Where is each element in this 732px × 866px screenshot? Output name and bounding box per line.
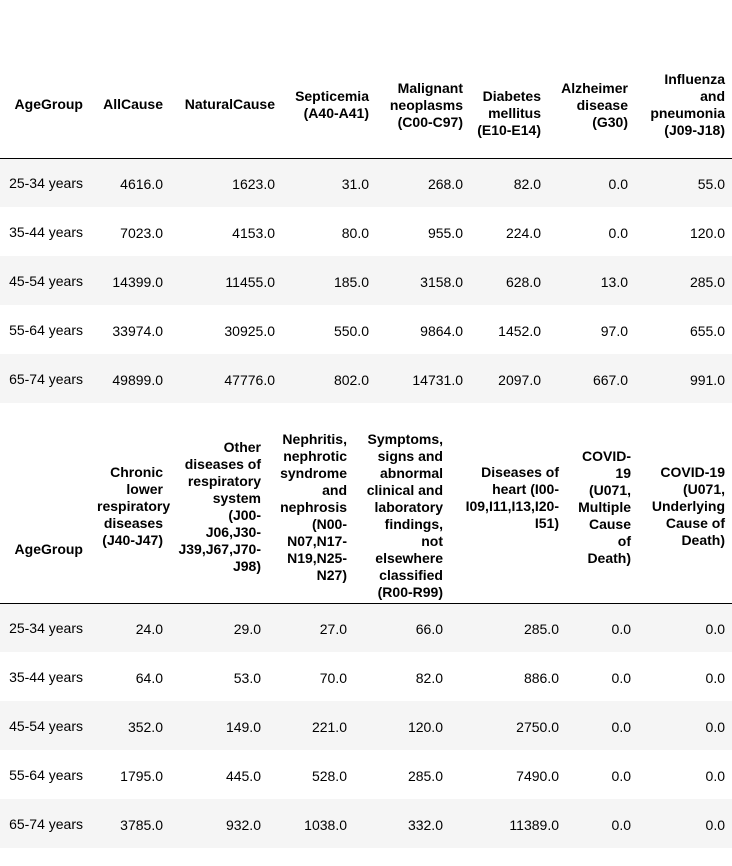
table-cell: 14399.0 [112,273,163,290]
table-cell: 82.0 [513,175,541,192]
table-cell: 82.0 [415,669,443,686]
table-cell: 352.0 [127,718,163,735]
table-cell: 30925.0 [224,322,275,339]
table-cell: 0.0 [611,718,631,735]
row-label: 35-44 years [9,668,83,685]
table-cell: 4153.0 [232,224,275,241]
table-row [0,799,732,848]
column-header: Influenza and pneumonia (J09-J18) [650,70,725,138]
table-cell: 0.0 [608,175,628,192]
table-cell: 802.0 [333,371,369,388]
table-cell: 7023.0 [120,224,163,241]
table-cell: 3158.0 [420,273,463,290]
row-label: 45-54 years [9,717,83,734]
row-label: 45-54 years [9,272,83,289]
table-cell: 185.0 [333,273,369,290]
table-cell: 70.0 [319,669,347,686]
table-cell: 2750.0 [516,718,559,735]
table-row [0,750,732,799]
column-header: AgeGroup [14,95,83,112]
table-cell: 49899.0 [112,371,163,388]
column-header: Diabetes mellitus (E10-E14) [477,87,541,138]
table-cell: 2097.0 [498,371,541,388]
table-cell: 120.0 [689,224,725,241]
table-cell: 31.0 [341,175,369,192]
table-cell: 991.0 [689,371,725,388]
column-header: AgeGroup [14,540,83,557]
table-cell: 1623.0 [232,175,275,192]
table-row [0,305,732,354]
column-header: Chronic lower respiratory diseases (J40-J47) [97,463,171,548]
table-cell: 14731.0 [412,371,463,388]
row-label: 55-64 years [9,766,83,783]
dataframe-table-2 [0,404,732,848]
row-label: 65-74 years [9,815,83,832]
table-cell: 11455.0 [225,273,275,290]
column-header: Malignant neoplasms (C00-C97) [389,79,463,130]
table-cell: 149.0 [225,718,261,735]
table-cell: 285.0 [689,273,725,290]
table-cell: 550.0 [333,322,369,339]
table-cell: 268.0 [427,175,463,192]
table-cell: 221.0 [311,718,347,735]
column-header: Symptoms, signs and abnormal clinical and laboratory findings, not elsewhere classified (R00-R99) [366,430,443,600]
header-row [0,0,732,158]
table-cell: 0.0 [705,767,725,784]
table-cell: 285.0 [407,767,443,784]
column-header: Nephritis, nephrotic syndrome and nephrosis (N00-N07,N17-N19,N25-N27) [280,430,347,583]
table-cell: 528.0 [311,767,347,784]
table-cell: 628.0 [505,273,541,290]
table-cell: 33974.0 [112,322,163,339]
table-cell: 97.0 [600,322,628,339]
table-cell: 0.0 [705,620,725,637]
column-header: Septicemia (A40-A41) [295,87,369,121]
table-cell: 0.0 [705,718,725,735]
table-cell: 0.0 [705,816,725,833]
table-cell: 120.0 [407,718,443,735]
table-cell: 285.0 [523,620,559,637]
table-cell: 27.0 [319,620,347,637]
table-cell: 667.0 [592,371,628,388]
header-row [0,404,732,603]
table-cell: 0.0 [608,224,628,241]
table-cell: 0.0 [611,620,631,637]
dataframe-table-1 [0,0,732,403]
row-label: 25-34 years [9,174,83,191]
column-header: Other diseases of respiratory system (J00-J06,J30-J39,J67,J70-J98) [178,438,261,574]
table-cell: 55.0 [697,175,725,192]
row-label: 65-74 years [9,370,83,387]
table-cell: 9864.0 [420,322,463,339]
table-cell: 955.0 [427,224,463,241]
table-cell: 1795.0 [120,767,163,784]
table-cell: 932.0 [225,816,261,833]
row-label: 55-64 years [9,321,83,338]
table-cell: 886.0 [523,669,559,686]
table-row [0,158,732,207]
table-cell: 29.0 [233,620,261,637]
table-row [0,256,732,305]
table-cell: 66.0 [415,620,443,637]
column-header: AllCause [103,95,163,112]
table-row [0,603,732,652]
table-row [0,701,732,750]
row-label: 35-44 years [9,223,83,240]
column-header: Diseases of heart (I00-I09,I11,I13,I20-I51) [465,463,559,531]
table-cell: 224.0 [505,224,541,241]
table-cell: 3785.0 [120,816,163,833]
row-label: 25-34 years [9,619,83,636]
table-cell: 64.0 [135,669,163,686]
table-cell: 0.0 [611,767,631,784]
column-header: COVID-19 (U071, Underlying Cause of Death) [651,463,725,548]
column-header: Alzheimer disease (G30) [561,79,628,130]
column-header: NaturalCause [184,95,275,112]
table-cell: 1038.0 [304,816,347,833]
table-cell: 47776.0 [224,371,275,388]
table-row [0,354,732,403]
table-cell: 53.0 [233,669,261,686]
table-row [0,207,732,256]
table-cell: 13.0 [600,273,628,290]
table-cell: 4616.0 [120,175,163,192]
table-cell: 80.0 [341,224,369,241]
table-cell: 445.0 [225,767,261,784]
table-row [0,652,732,701]
table-cell: 1452.0 [498,322,541,339]
table-cell: 0.0 [611,816,631,833]
table-cell: 0.0 [611,669,631,686]
table-cell: 332.0 [407,816,443,833]
table-cell: 24.0 [135,620,163,637]
table-cell: 7490.0 [516,767,559,784]
column-header: COVID-19 (U071, Multiple Cause of Death) [578,447,631,566]
table-cell: 11389.0 [509,816,559,833]
table-cell: 655.0 [689,322,725,339]
table-cell: 0.0 [705,669,725,686]
